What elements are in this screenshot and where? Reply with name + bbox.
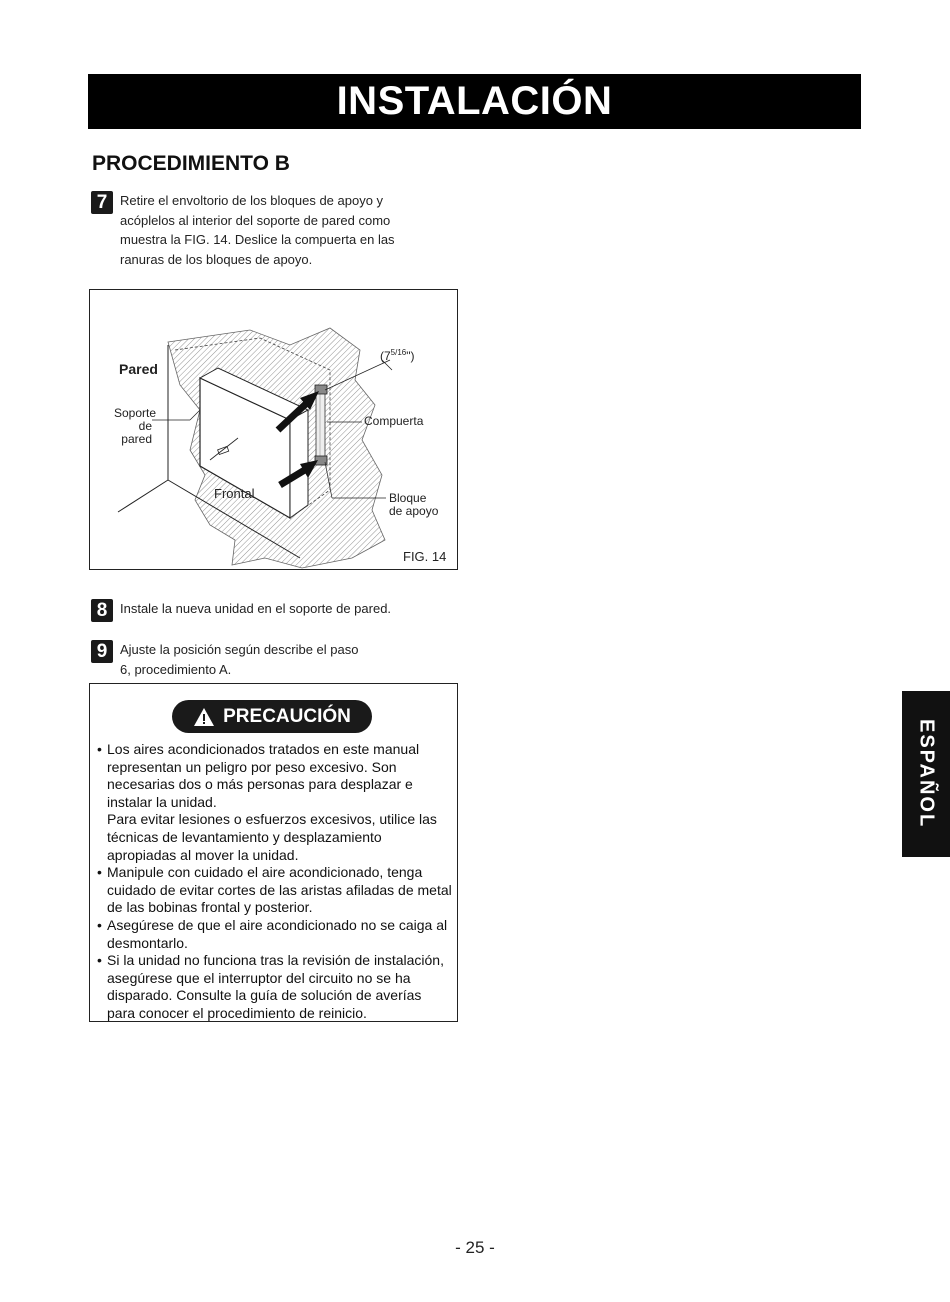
step-number: 9: [91, 640, 113, 663]
wall-label: Pared: [119, 361, 158, 377]
warning-triangle-icon: [193, 707, 215, 727]
page-number: - 25 -: [455, 1238, 495, 1257]
page-title: INSTALACIÓN: [336, 79, 613, 123]
gate: [316, 390, 325, 462]
step-number: 8: [91, 599, 113, 622]
step-text: Retire el envoltorio de los bloques de apoyo y acóplelos al interior del soporte de pared como muestra la FIG. 14. Deslice la compuerta en las ranuras de los bloques de apoyo.: [120, 193, 395, 267]
language-tab-label: ESPAÑOL: [915, 719, 938, 829]
step-8: [91, 599, 435, 622]
bracket-label: Soporte de pared: [114, 406, 157, 446]
support-block-label: Bloque de apoyo: [389, 491, 439, 518]
dimension-label: $(7^{5/16}")$: [380, 348, 415, 363]
figure-14: [89, 289, 458, 570]
gate-label: Compuerta: [364, 414, 424, 428]
caution-item: • Manipule con cuidado el aire acondicionado, tenga cuidado de evitar cortes de las aristas afiladas de metal de las bobinas frontal y posterior.: [97, 864, 453, 917]
caution-title: PRECAUCIÓN: [223, 705, 351, 727]
front-label: Frontal: [214, 486, 255, 501]
caution-list: [97, 741, 453, 1023]
caution-item: • Asegúrese de que el aire acondicionado no se caiga al desmontarlo.: [97, 917, 453, 952]
caution-item: • Los aires acondicionados tratados en este manual representan un peligro por peso excesivo. Son necesarias dos o más personas para desplazar e instalar la unidad.: [97, 741, 453, 811]
step-9: [91, 640, 370, 679]
caution-item: Para evitar lesiones o esfuerzos excesivos, utilice las técnicas de levantamiento y desplazamiento apropiadas al mover la unidad.: [107, 811, 437, 863]
page-header: [88, 74, 861, 129]
step-text: Instale la nueva unidad en el soporte de pared.: [120, 601, 392, 616]
step-number: 7: [91, 191, 113, 214]
caution-item: • Si la unidad no funciona tras la revisión de instalación, asegúrese que el interruptor del circuito no se ha disparado. Consulte la guía de solución de averías para conocer el procedimiento de reinicio.: [97, 952, 453, 1022]
step-7: [91, 191, 435, 269]
section-title: PROCEDIMIENTO B: [92, 152, 290, 175]
caution-badge: [172, 700, 372, 733]
language-tab: [902, 691, 950, 857]
figure-caption: FIG. 14: [403, 549, 447, 564]
step-text: Ajuste la posición según describe el paso 6, procedimiento A.: [120, 642, 359, 677]
